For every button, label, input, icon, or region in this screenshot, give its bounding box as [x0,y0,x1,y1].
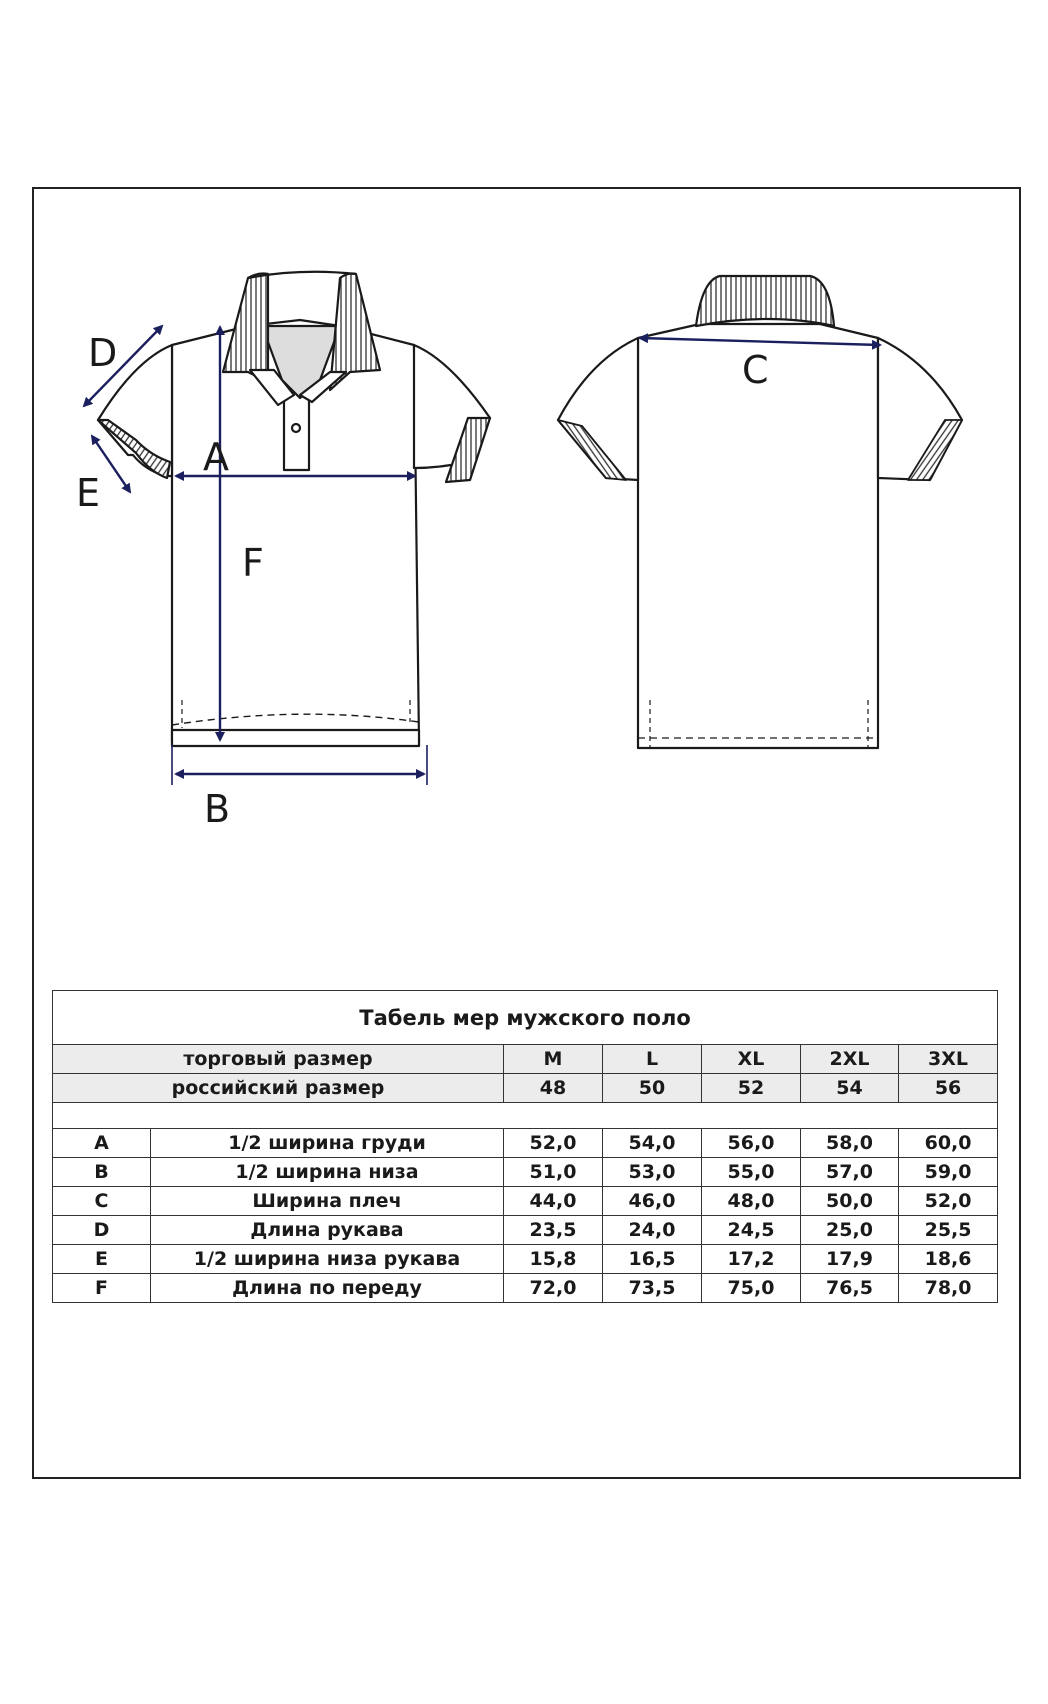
row-value: 50,0 [801,1187,899,1216]
polo-back-view [558,276,962,748]
row-value: 60,0 [899,1129,998,1158]
row-value: 51,0 [504,1158,603,1187]
label-c: C [742,348,769,392]
row-value: 76,5 [801,1274,899,1303]
row-value: 16,5 [603,1245,702,1274]
row-name: Длина по переду [151,1274,504,1303]
label-b: B [204,787,231,831]
russian-size-label: российский размер [53,1074,504,1103]
row-value: 44,0 [504,1187,603,1216]
row-code: B [53,1158,151,1187]
table-spacer [53,1103,998,1129]
table-row [53,1274,998,1303]
row-value: 52,0 [504,1129,603,1158]
row-name: 1/2 ширина низа [151,1158,504,1187]
row-value: 59,0 [899,1158,998,1187]
table-row [53,1216,998,1245]
trade-size-cell: M [504,1045,603,1074]
row-value: 55,0 [702,1158,801,1187]
row-value: 48,0 [702,1187,801,1216]
trade-size-cell: XL [702,1045,801,1074]
table-title: Табель мер мужского поло [53,991,998,1045]
row-value: 24,5 [702,1216,801,1245]
table-row [53,1129,998,1158]
row-value: 52,0 [899,1187,998,1216]
row-code: F [53,1274,151,1303]
size-chart-table [52,990,998,1303]
row-value: 54,0 [603,1129,702,1158]
row-name: 1/2 ширина груди [151,1129,504,1158]
row-value: 46,0 [603,1187,702,1216]
row-value: 72,0 [504,1274,603,1303]
trade-size-cell: 2XL [801,1045,899,1074]
table-row [53,1245,998,1274]
trade-size-row [53,1045,998,1074]
row-value: 73,5 [603,1274,702,1303]
table-row [53,1187,998,1216]
row-name: Длина рукава [151,1216,504,1245]
row-value: 25,5 [899,1216,998,1245]
row-code: A [53,1129,151,1158]
measurement-rows [53,1129,998,1303]
label-e: E [76,471,101,515]
row-code: E [53,1245,151,1274]
table-row [53,1158,998,1187]
russian-size-row [53,1074,998,1103]
label-f: F [242,541,264,585]
polo-front-view [98,272,490,746]
row-name: Ширина плеч [151,1187,504,1216]
row-code: D [53,1216,151,1245]
label-a: A [203,435,229,479]
row-value: 75,0 [702,1274,801,1303]
row-name: 1/2 ширина низа рукава [151,1245,504,1274]
row-value: 23,5 [504,1216,603,1245]
label-d: D [88,331,118,375]
row-value: 58,0 [801,1129,899,1158]
row-value: 56,0 [702,1129,801,1158]
russian-size-cell: 52 [702,1074,801,1103]
row-value: 17,9 [801,1245,899,1274]
russian-size-cell: 48 [504,1074,603,1103]
russian-size-cell: 50 [603,1074,702,1103]
row-value: 17,2 [702,1245,801,1274]
row-value: 78,0 [899,1274,998,1303]
trade-size-cell: L [603,1045,702,1074]
row-value: 24,0 [603,1216,702,1245]
russian-size-cell: 54 [801,1074,899,1103]
russian-size-cell: 56 [899,1074,998,1103]
row-value: 18,6 [899,1245,998,1274]
trade-size-label: торговый размер [53,1045,504,1074]
row-value: 53,0 [603,1158,702,1187]
row-value: 57,0 [801,1158,899,1187]
row-code: C [53,1187,151,1216]
row-value: 25,0 [801,1216,899,1245]
row-value: 15,8 [504,1245,603,1274]
trade-size-cell: 3XL [899,1045,998,1074]
